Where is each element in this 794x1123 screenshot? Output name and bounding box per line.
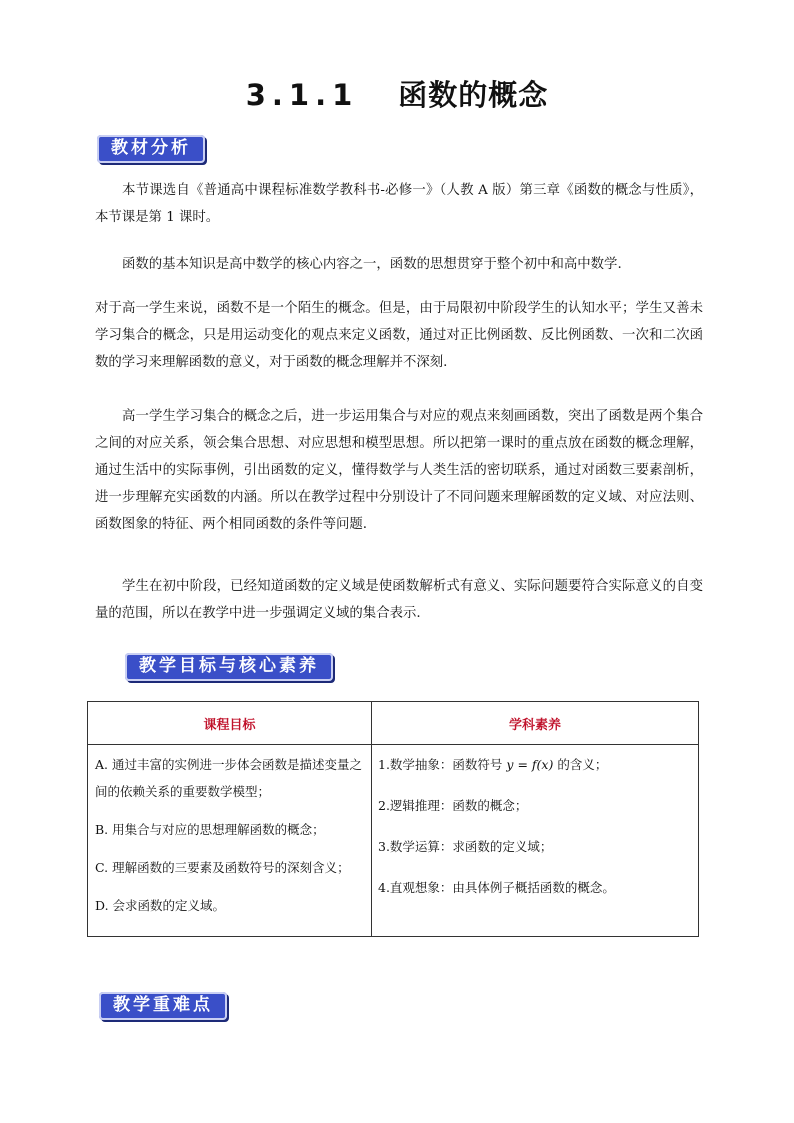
paragraph-focus: 高一学生学习集合的概念之后，进一步运用集合与对应的观点来刻画函数，突出了函数是两个集合之间的对应关系，领会集合思想、对应思想和模型思想。所以把第一课时的重点放在函数的概念理解，通过生活中的实际事例，引出函数的定义，懂得数学与人类生活的密切联系，通过对函数三要素剖析，进一步理解充实函数的内涵。所以在教学过程中分别设计了不同问题来理解函数的定义域、对应法则、函数图象的特征、两个相同函数的条件等问题.: [95, 409, 703, 532]
objective-a: A. 通过丰富的实例进一步体会函数是描述变量之间的依赖关系的重要数学模型；: [95, 757, 362, 799]
literacy-item-1-suffix: 的含义；: [557, 757, 608, 772]
literacy-item-3: 3.数学运算：求函数的定义域；: [378, 839, 553, 854]
objective-d: D. 会求函数的定义域。: [95, 898, 226, 913]
table-header-row: [88, 702, 699, 745]
paragraph-core: 函数的基本知识是高中数学的核心内容之一，函数的思想贯穿于整个初中和高中数学.: [122, 257, 622, 272]
literacy-item-4: 4.直观想象：由具体例子概括函数的概念。: [378, 880, 615, 895]
objective-c: C. 理解函数的三要素及函数符号的深刻含义；: [95, 860, 350, 875]
header-objectives: 课程目标: [88, 702, 372, 745]
section-number: 3.1.1: [245, 78, 359, 112]
paragraph-source: 本节课选自《普通高中课程标准数学教科书-必修一》（人教 A 版）第三章《函数的概念与性质》，本节课是第 1 课时。: [95, 183, 703, 225]
literacy-item-2: 2.逻辑推理：函数的概念；: [378, 798, 528, 813]
literacy-item-1: [378, 751, 692, 778]
paragraph-domain: 学生在初中阶段，已经知道函数的定义域是使函数解析式有意义、实际问题要符合实际意义的自变量的范围，所以在教学中进一步强调定义域的集合表示.: [95, 579, 703, 621]
objective-b: B. 用集合与对应的思想理解函数的概念；: [95, 822, 325, 837]
goals-table: [87, 701, 699, 937]
page-title: [0, 73, 794, 114]
table-row: [88, 745, 699, 937]
paragraph-students: 对于高一学生来说，函数不是一个陌生的概念。但是，由于局限初中阶段学生的认知水平；学生又善未学习集合的概念，只是用运动变化的观点来定义函数，通过对正比例函数、反比例函数、一次和二次函数的学习来理解函数的意义，对于函数的概念理解并不深刻.: [95, 301, 703, 370]
function-notation: y = f(x): [506, 757, 554, 772]
literacy-item-1-label: 1.数学抽象：函数符号: [378, 757, 503, 772]
literacy-cell: [372, 745, 699, 937]
section-tag-key-points: 教学重难点: [99, 992, 227, 1020]
section-title: 函数的概念: [398, 78, 549, 112]
section-tag-analysis: 教材分析: [97, 135, 205, 163]
objectives-cell: [88, 745, 372, 937]
header-literacy: 学科素养: [372, 702, 699, 745]
section-tag-goals: 教学目标与核心素养: [125, 653, 333, 681]
